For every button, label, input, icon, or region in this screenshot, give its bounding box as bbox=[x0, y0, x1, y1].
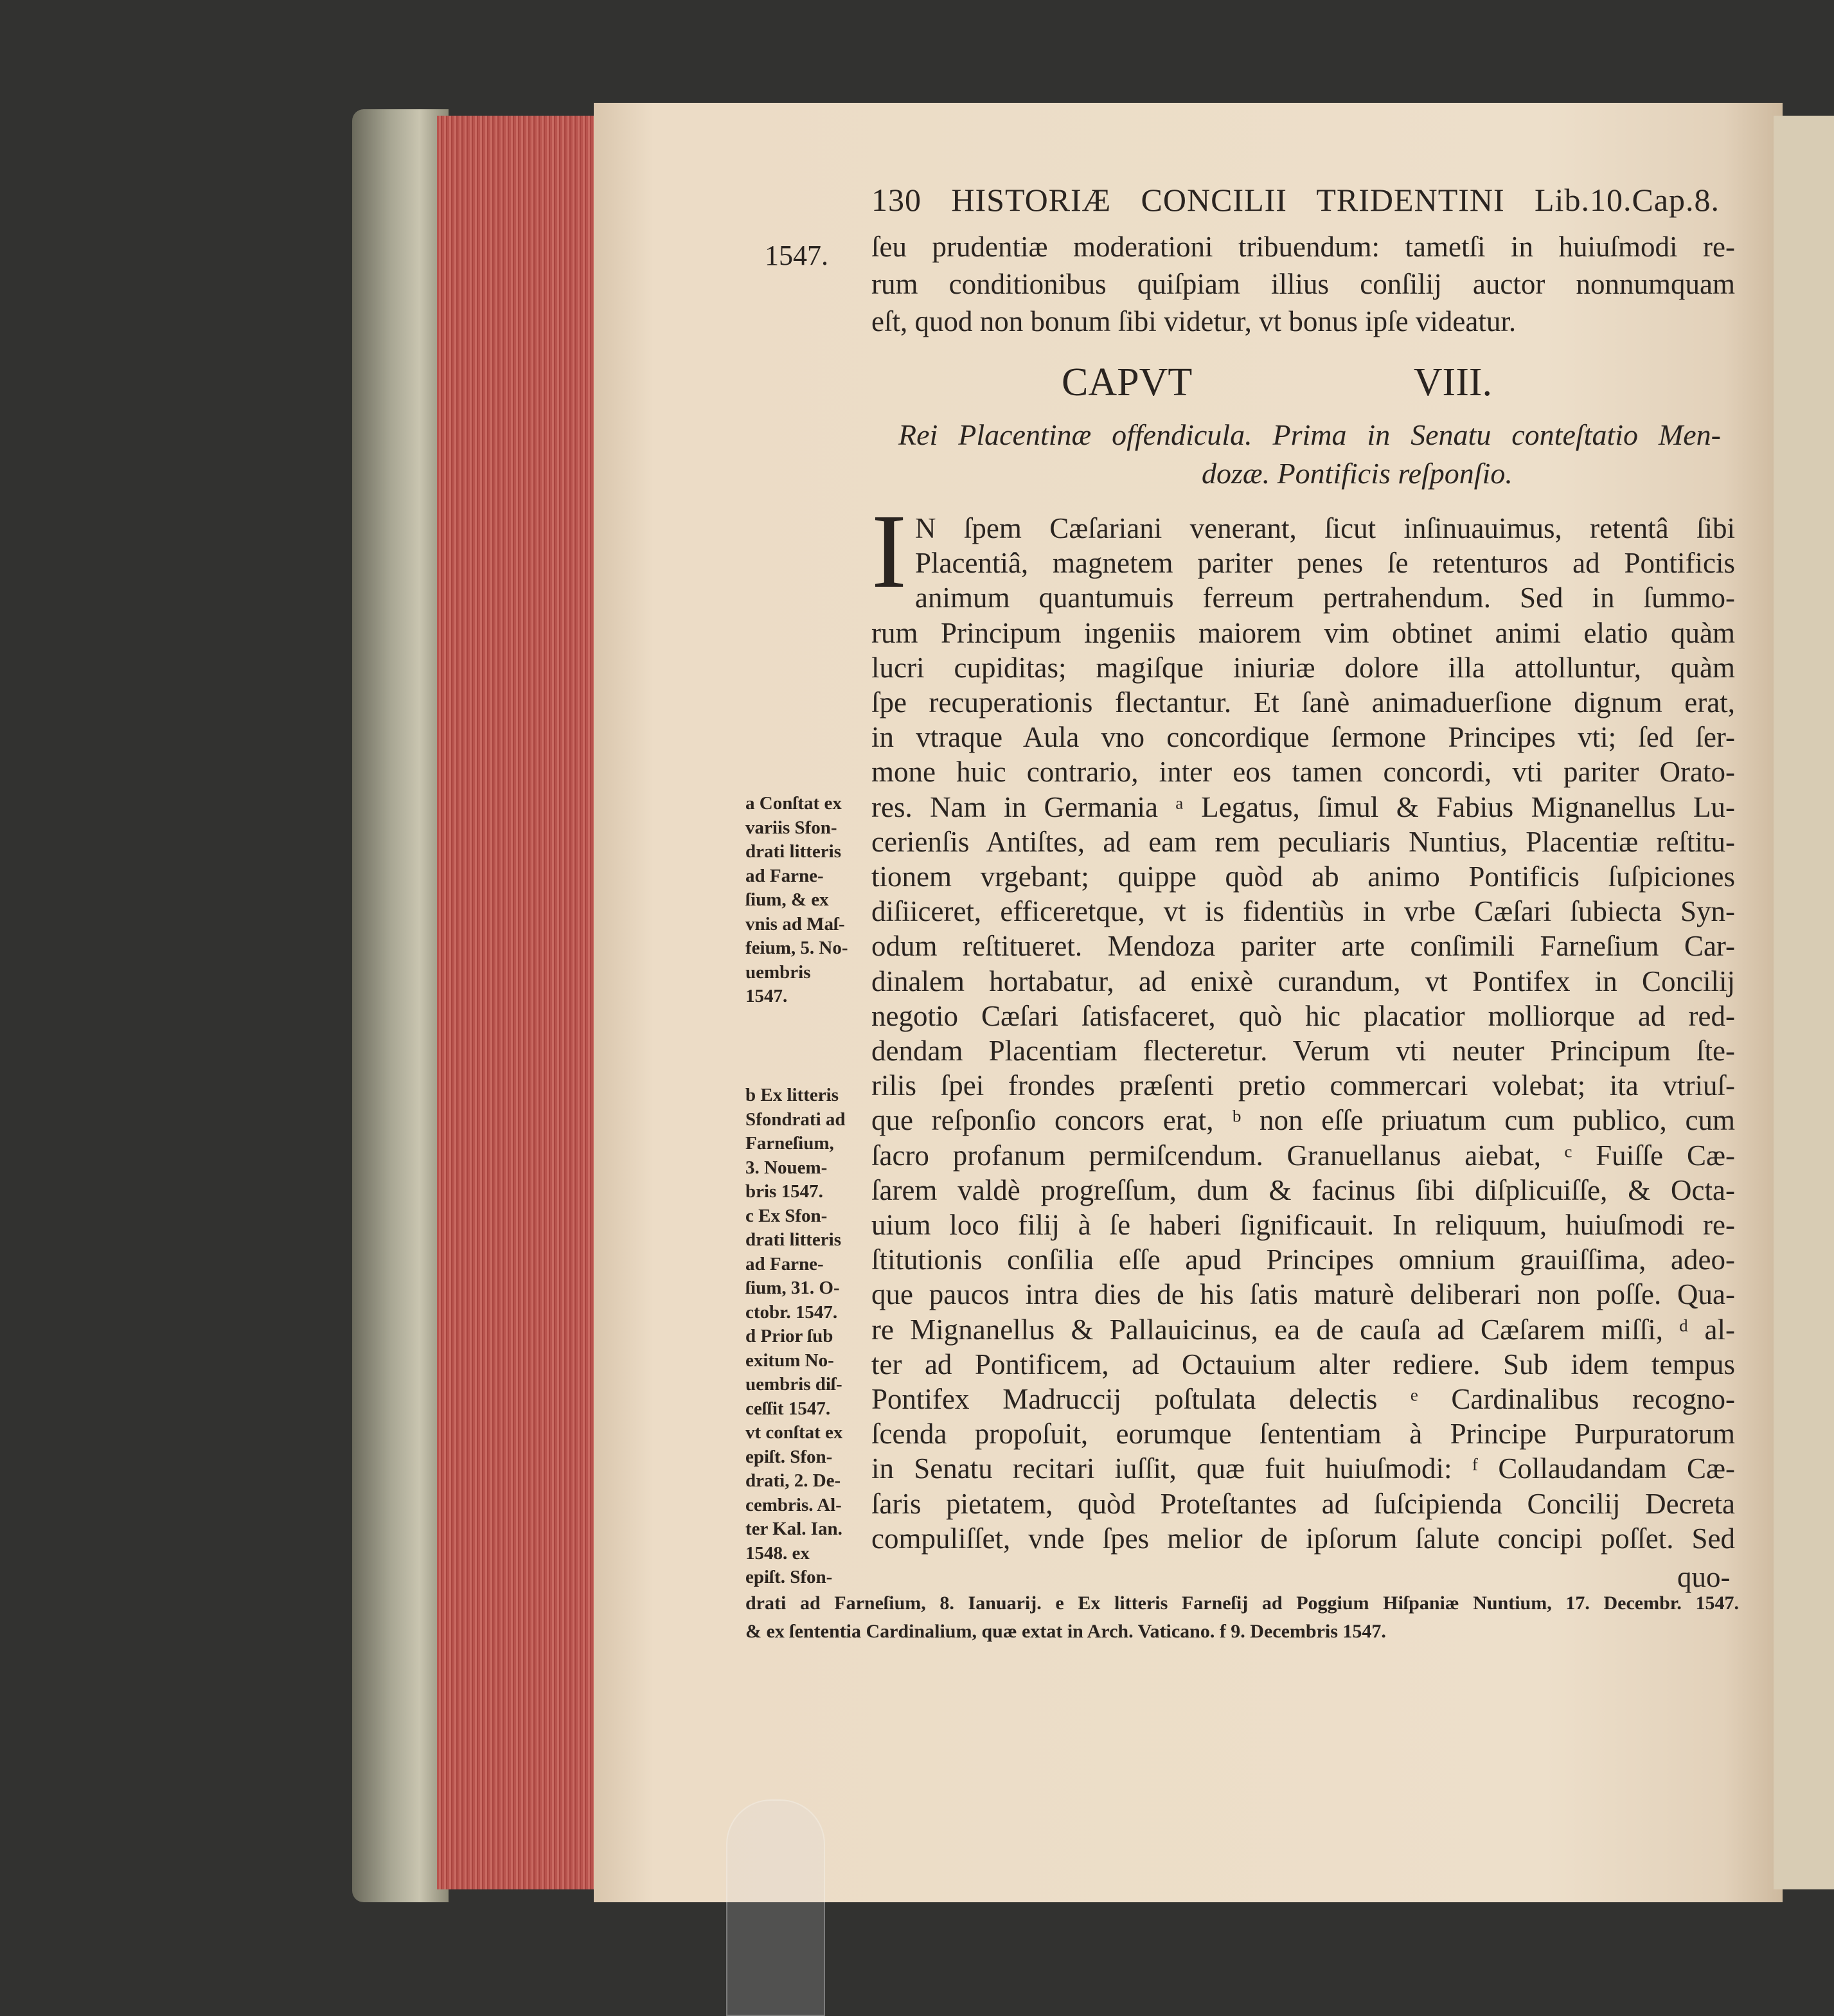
drop-cap: I bbox=[871, 492, 907, 610]
text-line: dinalem hortabatur, ad enixè curandum, vt Pontifex in Concilij bbox=[871, 965, 1735, 997]
margin-note-line: epiſt. Sfon- bbox=[745, 1567, 833, 1587]
text-line: in Senatu recitari iuſſit, quæ fuit huiuſmodi: ᶠ Collaudandam Cæ- bbox=[871, 1452, 1735, 1485]
running-header: 130 HISTORIÆ CONCILII TRIDENTINI Lib.10.Cap.8. bbox=[871, 182, 1720, 218]
text-line: animum quantumuis ferreum pertrahendum. Sed in ſummo- bbox=[915, 582, 1735, 614]
chapter-title: CAPVT VIII. bbox=[1062, 361, 1492, 404]
text-line: lucri cupiditas; magiſque iniuriæ dolore illa attolluntur, quàm bbox=[871, 651, 1735, 684]
text-line: ſtitutionis conſilia eſſe apud Principes omnium grauiſſima, adeo- bbox=[871, 1244, 1735, 1276]
text-line: eſt, quod non bonum ſibi videtur, vt bonus ipſe videatur. bbox=[871, 305, 1517, 337]
text-line: tionem vrgebant; quippe quòd ab animo Pontificis ſuſpiciones bbox=[871, 861, 1735, 893]
footnote-line-2: & ex ſententia Cardinalium, quæ extat in Arch. Vaticano. f 9. Decembris 1547. bbox=[745, 1621, 1386, 1642]
margin-note-line: cembris. Al- bbox=[745, 1494, 842, 1515]
margin-note-line: variis Sfon- bbox=[745, 817, 837, 838]
margin-note-line: ad Farne- bbox=[745, 865, 824, 886]
text-line: ſeu prudentiæ moderationi tribuendum: tametſi in huiuſmodi re- bbox=[871, 231, 1735, 263]
margin-note-line: ceſſit 1547. bbox=[745, 1398, 831, 1419]
book-cover-edge bbox=[352, 109, 449, 1902]
margin-note-line: vnis ad Maſ- bbox=[745, 913, 845, 934]
text-line: ſaris pietatem, quòd Proteſtantes ad ſuſcipienda Concilij Decreta bbox=[871, 1487, 1735, 1520]
text-line: ter ad Pontificem, ad Octauium alter rediere. Sub idem tempus bbox=[871, 1348, 1735, 1380]
text-line: mone huic contrario, inter eos tamen concordi, vti pariter Orato- bbox=[871, 756, 1735, 789]
text-line: que paucos intra dies de his ſatis maturè deliberari non poſſe. Qua- bbox=[871, 1278, 1735, 1311]
text-line: ſpe recuperationis flectantur. Et ſanè animaduerſione dignum erat, bbox=[871, 686, 1735, 718]
margin-note-line: exitum No- bbox=[745, 1350, 834, 1371]
margin-note-line: d Prior ſub bbox=[745, 1326, 833, 1346]
margin-note-line: uembris diſ- bbox=[745, 1374, 842, 1395]
margin-note-line: drati, 2. De- bbox=[745, 1470, 841, 1491]
margin-note-line: 3. Nouem- bbox=[745, 1157, 828, 1178]
book-stand bbox=[726, 1799, 825, 2016]
text-line: que reſponſio concors erat, ᵇ non eſſe priuatum cum publico, cum bbox=[871, 1104, 1735, 1137]
chapter-subtitle-line-2: dozæ. Pontificis reſponſio. bbox=[1202, 457, 1513, 490]
text-line: res. Nam in Germania ᵃ Legatus, ſimul & Fabius Mignanellus Lu- bbox=[871, 790, 1735, 823]
text-line: compuliſſet, vnde ſpes melior de ipſorum ſalute concipi poſſet. Sed bbox=[871, 1522, 1735, 1555]
margin-note-line: ter Kal. Ian. bbox=[745, 1519, 842, 1539]
margin-note-line: Farneſium, bbox=[745, 1133, 834, 1154]
text-line: dendam Placentiam flecteretur. Verum vti neuter Principum ſte- bbox=[871, 1035, 1735, 1067]
margin-note-line: ſium, 31. O- bbox=[745, 1278, 840, 1298]
text-line: ſacro profanum permiſcendum. Granuellanus aiebat, ᶜ Fuiſſe Cæ- bbox=[871, 1139, 1735, 1172]
text-line: ſarem valdè progreſſum, dum & facinus ſibi diſplicuiſſe, & Octa- bbox=[871, 1173, 1735, 1206]
margin-note-line: vt conſtat ex bbox=[745, 1422, 843, 1443]
margin-note-line: 1548. ex bbox=[745, 1542, 810, 1564]
margin-note-line: uembris bbox=[745, 961, 811, 983]
text-line: Placentiâ, magnetem pariter penes ſe retenturos ad Pontificis bbox=[915, 547, 1735, 580]
text-line: N ſpem Cæſariani venerant, ſicut inſinuauimus, retentâ ſibi bbox=[915, 512, 1735, 544]
margin-note-line: 1547. bbox=[745, 986, 788, 1006]
chapter-subtitle-line-1: Rei Placentinæ offendicula. Prima in Senatu conteſtatio Men- bbox=[898, 418, 1721, 451]
margin-note-line: drati litteris bbox=[745, 841, 841, 862]
text-line: cerienſis Antiſtes, ad eam rem peculiaris Nuntius, Placentiæ reſtitu- bbox=[871, 825, 1735, 858]
margin-note-line: feium, 5. No- bbox=[745, 938, 848, 958]
footnote-line-1: drati ad Farneſium, 8. Ianuarij. e Ex litteris Farneſij ad Poggium Hiſpaniæ Nuntium, 17. Decembr. 1547. bbox=[745, 1592, 1739, 1614]
text-line: uium loco filij à ſe haberi ſignificauit. In reliquum, huiuſmodi re- bbox=[871, 1209, 1735, 1241]
margin-note-line: Sfondrati ad bbox=[745, 1109, 846, 1130]
margin-note-line: drati litteris bbox=[745, 1229, 841, 1250]
margin-year: 1547. bbox=[765, 240, 828, 271]
text-line: Pontifex Madruccij poſtulata delectis ᵉ Cardinalibus recogno- bbox=[871, 1383, 1735, 1415]
margin-note-line: ſium, & ex bbox=[745, 889, 829, 910]
facing-page-edge bbox=[1774, 116, 1834, 1889]
text-line: rilis ſpei frondes præſenti pretio commercari volebat; ita vtriuſ- bbox=[871, 1069, 1735, 1102]
margin-note-line: c Ex Sfon- bbox=[745, 1205, 828, 1226]
text-line: rum Principum ingeniis maiorem vim obtinet animi elatio quàm bbox=[871, 616, 1735, 649]
text-line: rum conditionibus quiſpiam illius conſilij auctor nonnumquam bbox=[871, 268, 1735, 300]
text-line: in vtraque Aula vno concordique ſermone Principes vti; ſed ſer- bbox=[871, 721, 1735, 754]
margin-note-line: ctobr. 1547. bbox=[745, 1301, 838, 1323]
margin-note-line: a Conſtat ex bbox=[745, 793, 842, 814]
text-line: negotio Cæſari ſatisfaceret, quò hic placatior molliorque ad red- bbox=[871, 999, 1735, 1032]
margin-note-line: b Ex litteris bbox=[745, 1085, 839, 1105]
text-line: ſcenda propoſuit, eorumque ſententiam à Principe Purpuratorum bbox=[871, 1418, 1735, 1450]
text-line: diſiiceret, efficeretque, vt is fidentiùs in vrbe Cæſari ſubiecta Syn- bbox=[871, 895, 1735, 928]
margin-note-line: epiſt. Sfon- bbox=[745, 1446, 833, 1467]
red-page-edges bbox=[437, 116, 595, 1889]
margin-note-line: ad Farne- bbox=[745, 1253, 824, 1274]
margin-note-line: bris 1547. bbox=[745, 1181, 823, 1202]
catchword: quo- bbox=[1677, 1561, 1731, 1593]
text-line: odum reſtitueret. Mendoza pariter arte conſimili Farneſium Car- bbox=[871, 930, 1735, 963]
text-line: re Mignanellus & Pallauicinus, ea de cauſa ad Cæſarem miſſi, ᵈ al- bbox=[871, 1313, 1735, 1346]
